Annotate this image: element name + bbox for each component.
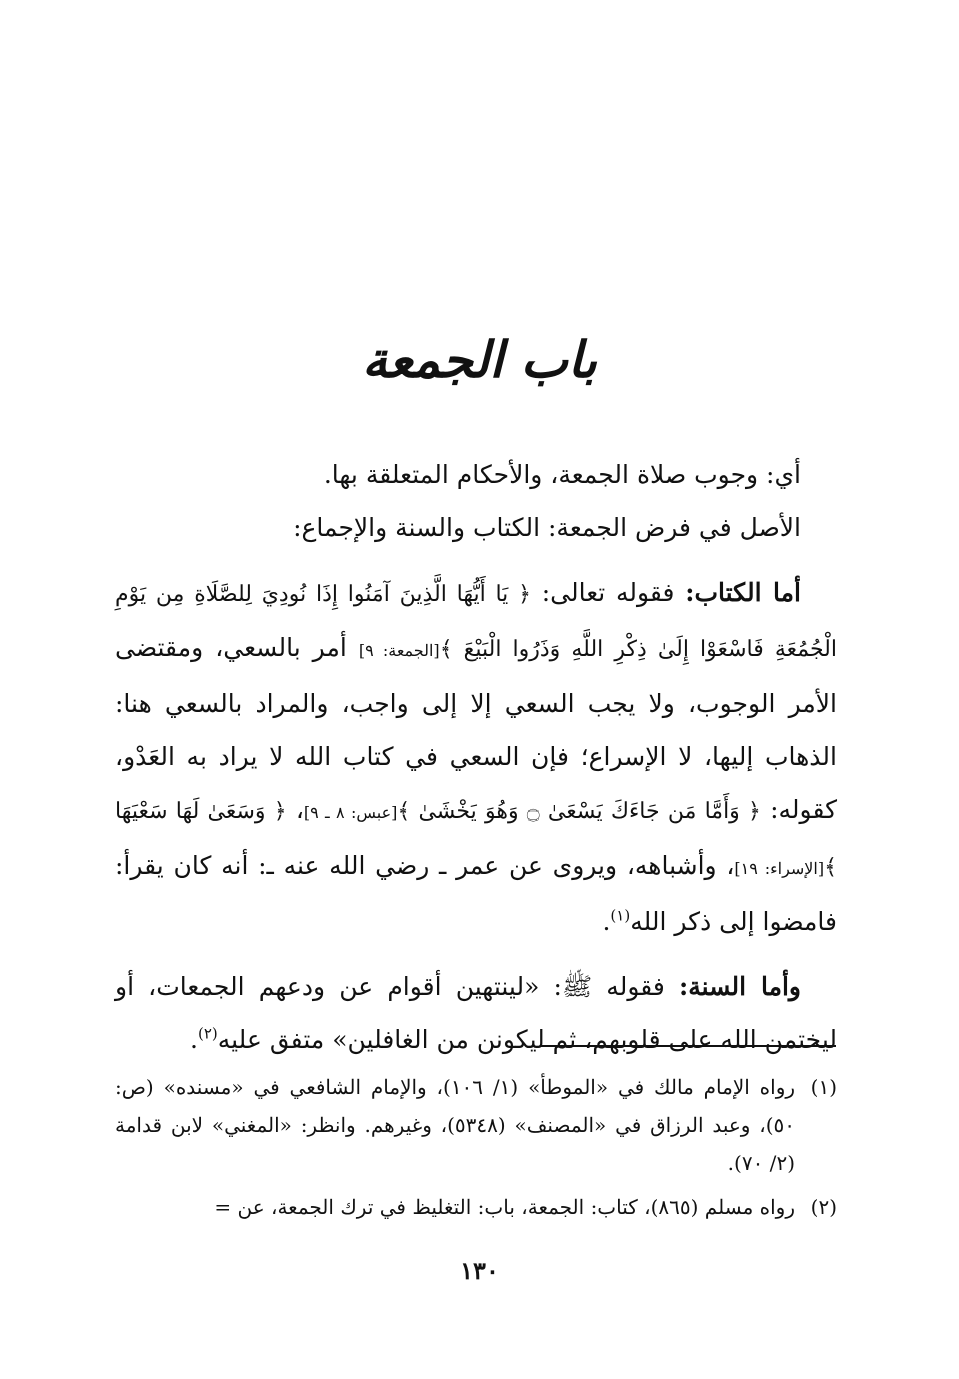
text-segment: أمر بالسعي، ومقتضى الأمر الوجوب، ولا يجب السعي إلا إلى واجب، والمراد بالسعي هنا: الذهاب إليها، لا الإسراع؛ فإن السعي في كتاب الله لا يراد به العَدْو، كقوله: <box>115 633 838 824</box>
footnote-number: (١) <box>810 1075 837 1099</box>
footnote-text: رواه مسلم (٨٦٥)، كتاب: الجمعة، باب: التغليظ في ترك الجمعة، عن = <box>214 1195 795 1219</box>
footnote-1 <box>115 1068 837 1182</box>
page-number: ١٣٠ <box>460 1256 499 1285</box>
chapter-title: باب الجمعة <box>362 330 597 389</box>
paragraph-sunnah-evidence <box>115 960 837 1066</box>
main-text <box>115 448 837 1066</box>
section-lead-sunnah: وأما السنة: <box>679 972 802 1001</box>
quran-verse-abasa: ﴿ وَأَمَّا مَن جَاءَكَ يَسْعَىٰ ۝ وَهُوَ يَخْشَىٰ ﴾ <box>397 799 761 824</box>
footnote-separator <box>540 1045 836 1047</box>
footnote-marker-1[interactable]: (١) <box>610 906 631 925</box>
verse-reference: [الجمعة: ٩] <box>358 641 440 660</box>
footnote-2 <box>115 1188 837 1226</box>
paragraph-intro: أي: وجوب صلاة الجمعة، والأحكام المتعلقة بها. <box>323 460 801 489</box>
footnote-marker-2[interactable]: (٢) <box>197 1024 218 1043</box>
paragraph-basis: الأصل في فرض الجمعة: الكتاب والسنة والإجماع: <box>293 513 801 542</box>
verse-reference: [الإسراء: ١٩] <box>734 859 825 878</box>
text-segment: . <box>190 1025 198 1054</box>
footnote-number: (٢) <box>810 1195 837 1219</box>
section-lead-book: أما الكتاب: <box>685 578 801 607</box>
verse-reference: [عبس: ٨ ـ ٩] <box>303 803 398 822</box>
text-segment: ، <box>286 795 304 824</box>
text-segment: فقوله ﷺ: «لينتهين أقوام عن ودعهم الجمعات، أو ليختمن الله على قلوبهم، ثم ليكونن من الغافلين» متفق عليه <box>115 972 837 1054</box>
text-segment: فقوله تعالى: <box>530 578 686 607</box>
quran-verse-jumuah: ﴿ يَا أَيُّهَا الَّذِينَ آمَنُوا إِذَا نُودِيَ لِلصَّلَاةِ مِن يَوْمِ الْجُمُعَةِ فَاسْعَوْا إِلَىٰ ذِكْرِ اللَّهِ وَذَرُوا الْبَيْعَ ﴾ <box>115 582 837 662</box>
footnote-text: رواه الإمام مالك في «الموطأ» (١/ ١٠٦)، والإمام الشافعي في «مسنده» (ص: ٥٠)، وعبد الرزاق في «المصنف» (٥٣٤٨)، وغيرهم. وانظر: «المغني» لابن قدامة (٢/ ٧٠). <box>115 1075 796 1175</box>
text-segment: . <box>602 907 611 936</box>
text-segment: ، وأشباهه، ويروى عن عمر ـ رضي الله عنه ـ: أنه كان يقرأ: فامضوا إلى ذكر الله <box>115 851 837 936</box>
paragraph-quran-evidence <box>115 566 837 948</box>
quran-verse-isra: ﴿ وَسَعَىٰ لَهَا سَعْيَهَا ﴾ <box>115 799 838 880</box>
footnotes <box>115 1068 837 1232</box>
